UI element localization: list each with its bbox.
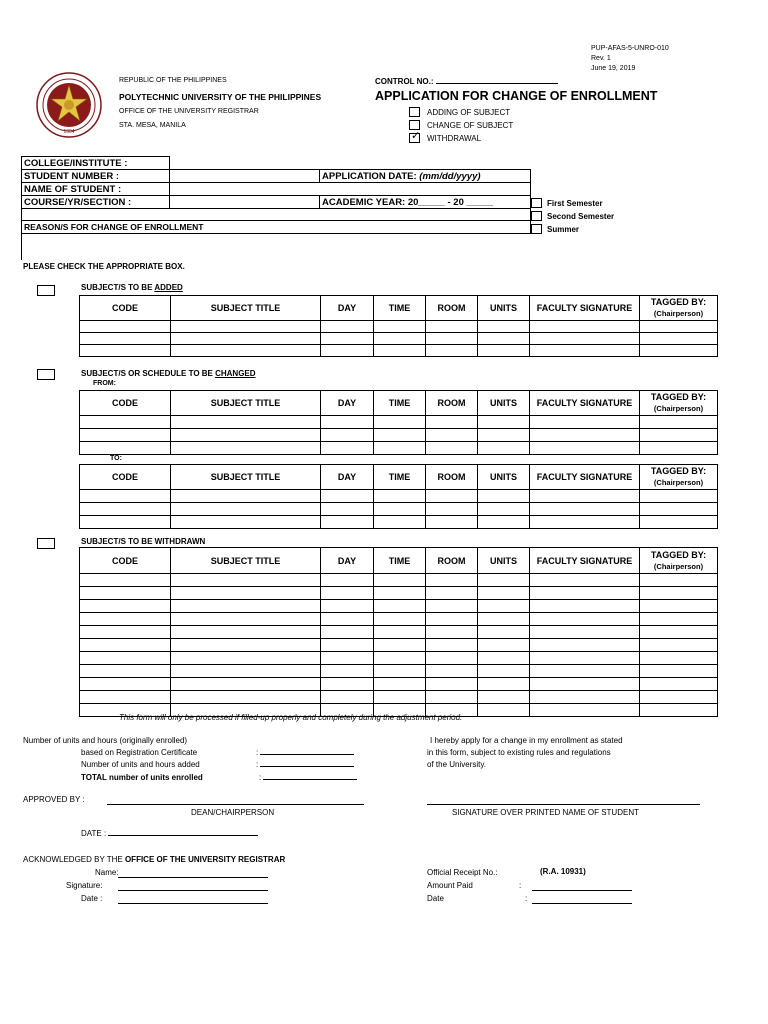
form-code-number: PUP-AFAS-5-UNRO-010 [591, 45, 669, 52]
instruction-text: PLEASE CHECK THE APPROPRIATE BOX. [23, 262, 185, 271]
table-row[interactable] [80, 503, 718, 516]
control-no-label: CONTROL NO.: [375, 77, 434, 86]
official-receipt-label: Official Receipt No.: [427, 868, 498, 877]
acknowledged-label [23, 855, 285, 864]
acknowledged-prefix: ACKNOWLEDGED BY THE [23, 855, 125, 864]
table-header-row [80, 391, 718, 416]
form-date: June 19, 2019 [591, 65, 636, 72]
from-label: FROM: [93, 380, 116, 387]
withdrawal-checkbox[interactable] [409, 130, 421, 143]
table-row[interactable] [80, 345, 718, 357]
tagged-by-label: TAGGED BY: [650, 297, 707, 307]
withdrawn-subjects-table [79, 547, 718, 717]
statement-line-1: I hereby apply for a change in my enrollment as stated [430, 736, 623, 745]
table-row[interactable] [80, 587, 718, 600]
control-no-field[interactable] [436, 83, 558, 84]
changed-from-table [79, 390, 718, 455]
office-label: OFFICE OF THE UNIVERSITY REGISTRAR [119, 108, 259, 115]
form-code [591, 44, 669, 74]
receipt-date-colon: : [525, 894, 528, 903]
control-no [375, 77, 558, 86]
statement-line-2: in this form, subject to existing rules and regulations [427, 748, 611, 757]
table-row[interactable] [80, 626, 718, 639]
receipt-date-label: Date [427, 894, 444, 903]
course-label: COURSE/YR/SECTION : [22, 196, 170, 209]
room-header: ROOM [426, 465, 478, 490]
adding-label: ADDING OF SUBJECT [427, 108, 511, 117]
changed-underlined: CHANGED [215, 369, 256, 378]
table-row[interactable] [80, 639, 718, 652]
units-header: UNITS [478, 465, 530, 490]
statement-line-3: of the University. [427, 760, 486, 769]
to-label: TO: [110, 455, 122, 462]
summer-label: Summer [547, 225, 580, 234]
spacer-row [22, 209, 531, 221]
chairperson-label: (Chairperson) [653, 404, 704, 413]
student-info-table [21, 156, 531, 260]
amount-colon: : [519, 881, 522, 890]
time-header: TIME [374, 548, 426, 574]
room-header: ROOM [426, 391, 478, 416]
college-field[interactable] [170, 157, 531, 170]
day-header: DAY [321, 391, 374, 416]
time-header: TIME [374, 296, 426, 321]
tagged-by-label: TAGGED BY: [650, 466, 707, 476]
withdrawn-section-checkbox[interactable] [37, 538, 55, 549]
receipt-date-field[interactable] [532, 903, 632, 904]
summer-checkbox[interactable] [531, 224, 542, 234]
units-added-field[interactable] [256, 760, 354, 769]
tagged-by-label: TAGGED BY: [650, 549, 707, 560]
check-mark-icon: ✓ [411, 130, 421, 142]
table-row[interactable] [80, 691, 718, 704]
seal-year: 1904 [63, 129, 75, 135]
faculty-signature-header: FACULTY SIGNATURE [530, 296, 640, 321]
student-signature-label: SIGNATURE OVER PRINTED NAME OF STUDENT [452, 808, 639, 817]
ack-date-field[interactable] [118, 903, 268, 904]
withdrawn-section-label: SUBJECT/S TO BE WITHDRAWN [81, 537, 206, 546]
table-row[interactable] [80, 416, 718, 429]
day-header: DAY [321, 548, 374, 574]
table-row[interactable] [80, 652, 718, 665]
ack-name-field[interactable] [118, 877, 268, 878]
approval-date-field[interactable] [108, 835, 258, 836]
table-header-row [80, 296, 718, 321]
withdrawal-label: WITHDRAWAL [427, 134, 482, 143]
changed-to-table [79, 464, 718, 529]
units-header: UNITS [478, 296, 530, 321]
student-number-label: STUDENT NUMBER : [22, 170, 170, 183]
ra-number: (R.A. 10931) [540, 867, 586, 876]
tagged-by-header [640, 391, 718, 416]
table-row[interactable] [80, 321, 718, 333]
units-total-label: TOTAL number of units enrolled [81, 773, 203, 782]
academic-year[interactable]: ACADEMIC YEAR: 20_____ - 20 _____ [320, 196, 531, 209]
first-semester-checkbox[interactable] [531, 198, 542, 208]
table-row[interactable] [80, 678, 718, 691]
subject-title-header: SUBJECT TITLE [171, 465, 321, 490]
day-header: DAY [321, 296, 374, 321]
code-header: CODE [80, 391, 171, 416]
table-row[interactable] [80, 490, 718, 503]
ack-date-label: Date : [81, 894, 103, 903]
approval-date-label: DATE : [81, 829, 107, 838]
tagged-by-header [640, 548, 718, 574]
units-line-1: Number of units and hours (originally enrolled) [23, 736, 188, 745]
processing-note: This form will only be processed if filled-up properly and completely during the adjustment period. [119, 713, 463, 722]
colon: : [256, 748, 259, 757]
table-header-row [80, 548, 718, 574]
chairperson-label: (Chairperson) [653, 561, 704, 571]
second-semester-label: Second Semester [547, 212, 615, 221]
form-title: APPLICATION FOR CHANGE OF ENROLLMENT [375, 89, 658, 103]
app-date-label: APPLICATION DATE: [322, 170, 417, 182]
added-underlined: ADDED [154, 283, 183, 292]
ack-signature-field[interactable] [118, 890, 268, 891]
approved-by-signature-line[interactable] [107, 804, 364, 805]
reason-field[interactable] [22, 234, 531, 260]
student-number-field[interactable] [170, 170, 320, 183]
code-header: CODE [80, 296, 171, 321]
added-section-checkbox[interactable] [37, 285, 55, 296]
table-row[interactable] [80, 665, 718, 678]
first-semester-label: First Semester [547, 199, 603, 208]
time-header: TIME [374, 465, 426, 490]
units-total-field[interactable] [259, 773, 357, 782]
college-label: COLLEGE/INSTITUTE : [22, 157, 170, 170]
units-original-field[interactable] [256, 748, 354, 757]
pup-seal-logo [36, 72, 102, 138]
faculty-signature-header: FACULTY SIGNATURE [530, 548, 640, 574]
reason-label: REASON/S FOR CHANGE OF ENROLLMENT [22, 221, 531, 234]
second-semester-checkbox[interactable] [531, 211, 542, 221]
name-label: NAME OF STUDENT : [22, 183, 170, 196]
address-label: STA. MESA, MANILA [119, 122, 186, 129]
room-header: ROOM [426, 548, 478, 574]
amount-paid-field[interactable] [532, 890, 632, 891]
units-line-2: based on Registration Certificate [81, 748, 198, 757]
units-header: UNITS [478, 391, 530, 416]
colon: : [259, 773, 262, 782]
tagged-by-header [640, 296, 718, 321]
added-subjects-table [79, 295, 718, 357]
dean-chairperson-label: DEAN/CHAIRPERSON [191, 808, 275, 817]
room-header: ROOM [426, 296, 478, 321]
approval-date [81, 829, 258, 838]
table-row[interactable] [80, 333, 718, 345]
colon: : [256, 760, 259, 769]
faculty-signature-header: FACULTY SIGNATURE [530, 465, 640, 490]
app-date-format: (mm/dd/yyyy) [419, 170, 481, 182]
units-line-3: Number of units and hours added [81, 760, 200, 769]
adding-checkbox[interactable] [409, 107, 420, 117]
course-field[interactable] [170, 196, 320, 209]
added-prefix: SUBJECT/S TO BE [81, 283, 155, 292]
chairperson-label: (Chairperson) [653, 478, 704, 487]
subject-title-header: SUBJECT TITLE [171, 296, 321, 321]
university-name: POLYTECHNIC UNIVERSITY OF THE PHILIPPINES [119, 92, 322, 102]
subject-title-header: SUBJECT TITLE [171, 391, 321, 416]
subject-title-header: SUBJECT TITLE [171, 548, 321, 574]
name-field[interactable] [170, 183, 531, 196]
table-row[interactable] [80, 600, 718, 613]
table-row[interactable] [80, 516, 718, 529]
table-header-row [80, 465, 718, 490]
code-header: CODE [80, 465, 171, 490]
code-header: CODE [80, 548, 171, 574]
time-header: TIME [374, 391, 426, 416]
table-row[interactable] [80, 574, 718, 587]
faculty-signature-header: FACULTY SIGNATURE [530, 391, 640, 416]
republic-label: REPUBLIC OF THE PHILIPPINES [119, 77, 227, 84]
table-row[interactable] [80, 613, 718, 626]
ack-signature-label: Signature: [66, 881, 103, 890]
amount-paid-label: Amount Paid [427, 881, 473, 890]
ack-name-label: Name: [95, 868, 119, 877]
units-header: UNITS [478, 548, 530, 574]
tagged-by-label: TAGGED BY: [650, 392, 707, 402]
day-header: DAY [321, 465, 374, 490]
added-section-label [81, 283, 183, 292]
table-row[interactable] [80, 429, 718, 442]
registrar-office: OFFICE OF THE UNIVERSITY REGISTRAR [124, 855, 286, 864]
table-row[interactable] [80, 442, 718, 455]
change-label: CHANGE OF SUBJECT [427, 121, 514, 130]
tagged-by-header [640, 465, 718, 490]
student-signature-line[interactable] [427, 804, 700, 805]
changed-section-checkbox[interactable] [37, 369, 55, 380]
chairperson-label: (Chairperson) [653, 309, 704, 318]
change-checkbox[interactable] [409, 120, 420, 130]
approved-by-label: APPROVED BY : [23, 795, 85, 804]
changed-prefix: SUBJECT/S OR SCHEDULE TO BE [81, 369, 216, 378]
changed-section-label [81, 369, 256, 378]
application-date[interactable] [320, 170, 531, 183]
form-revision: Rev. 1 [591, 55, 611, 62]
